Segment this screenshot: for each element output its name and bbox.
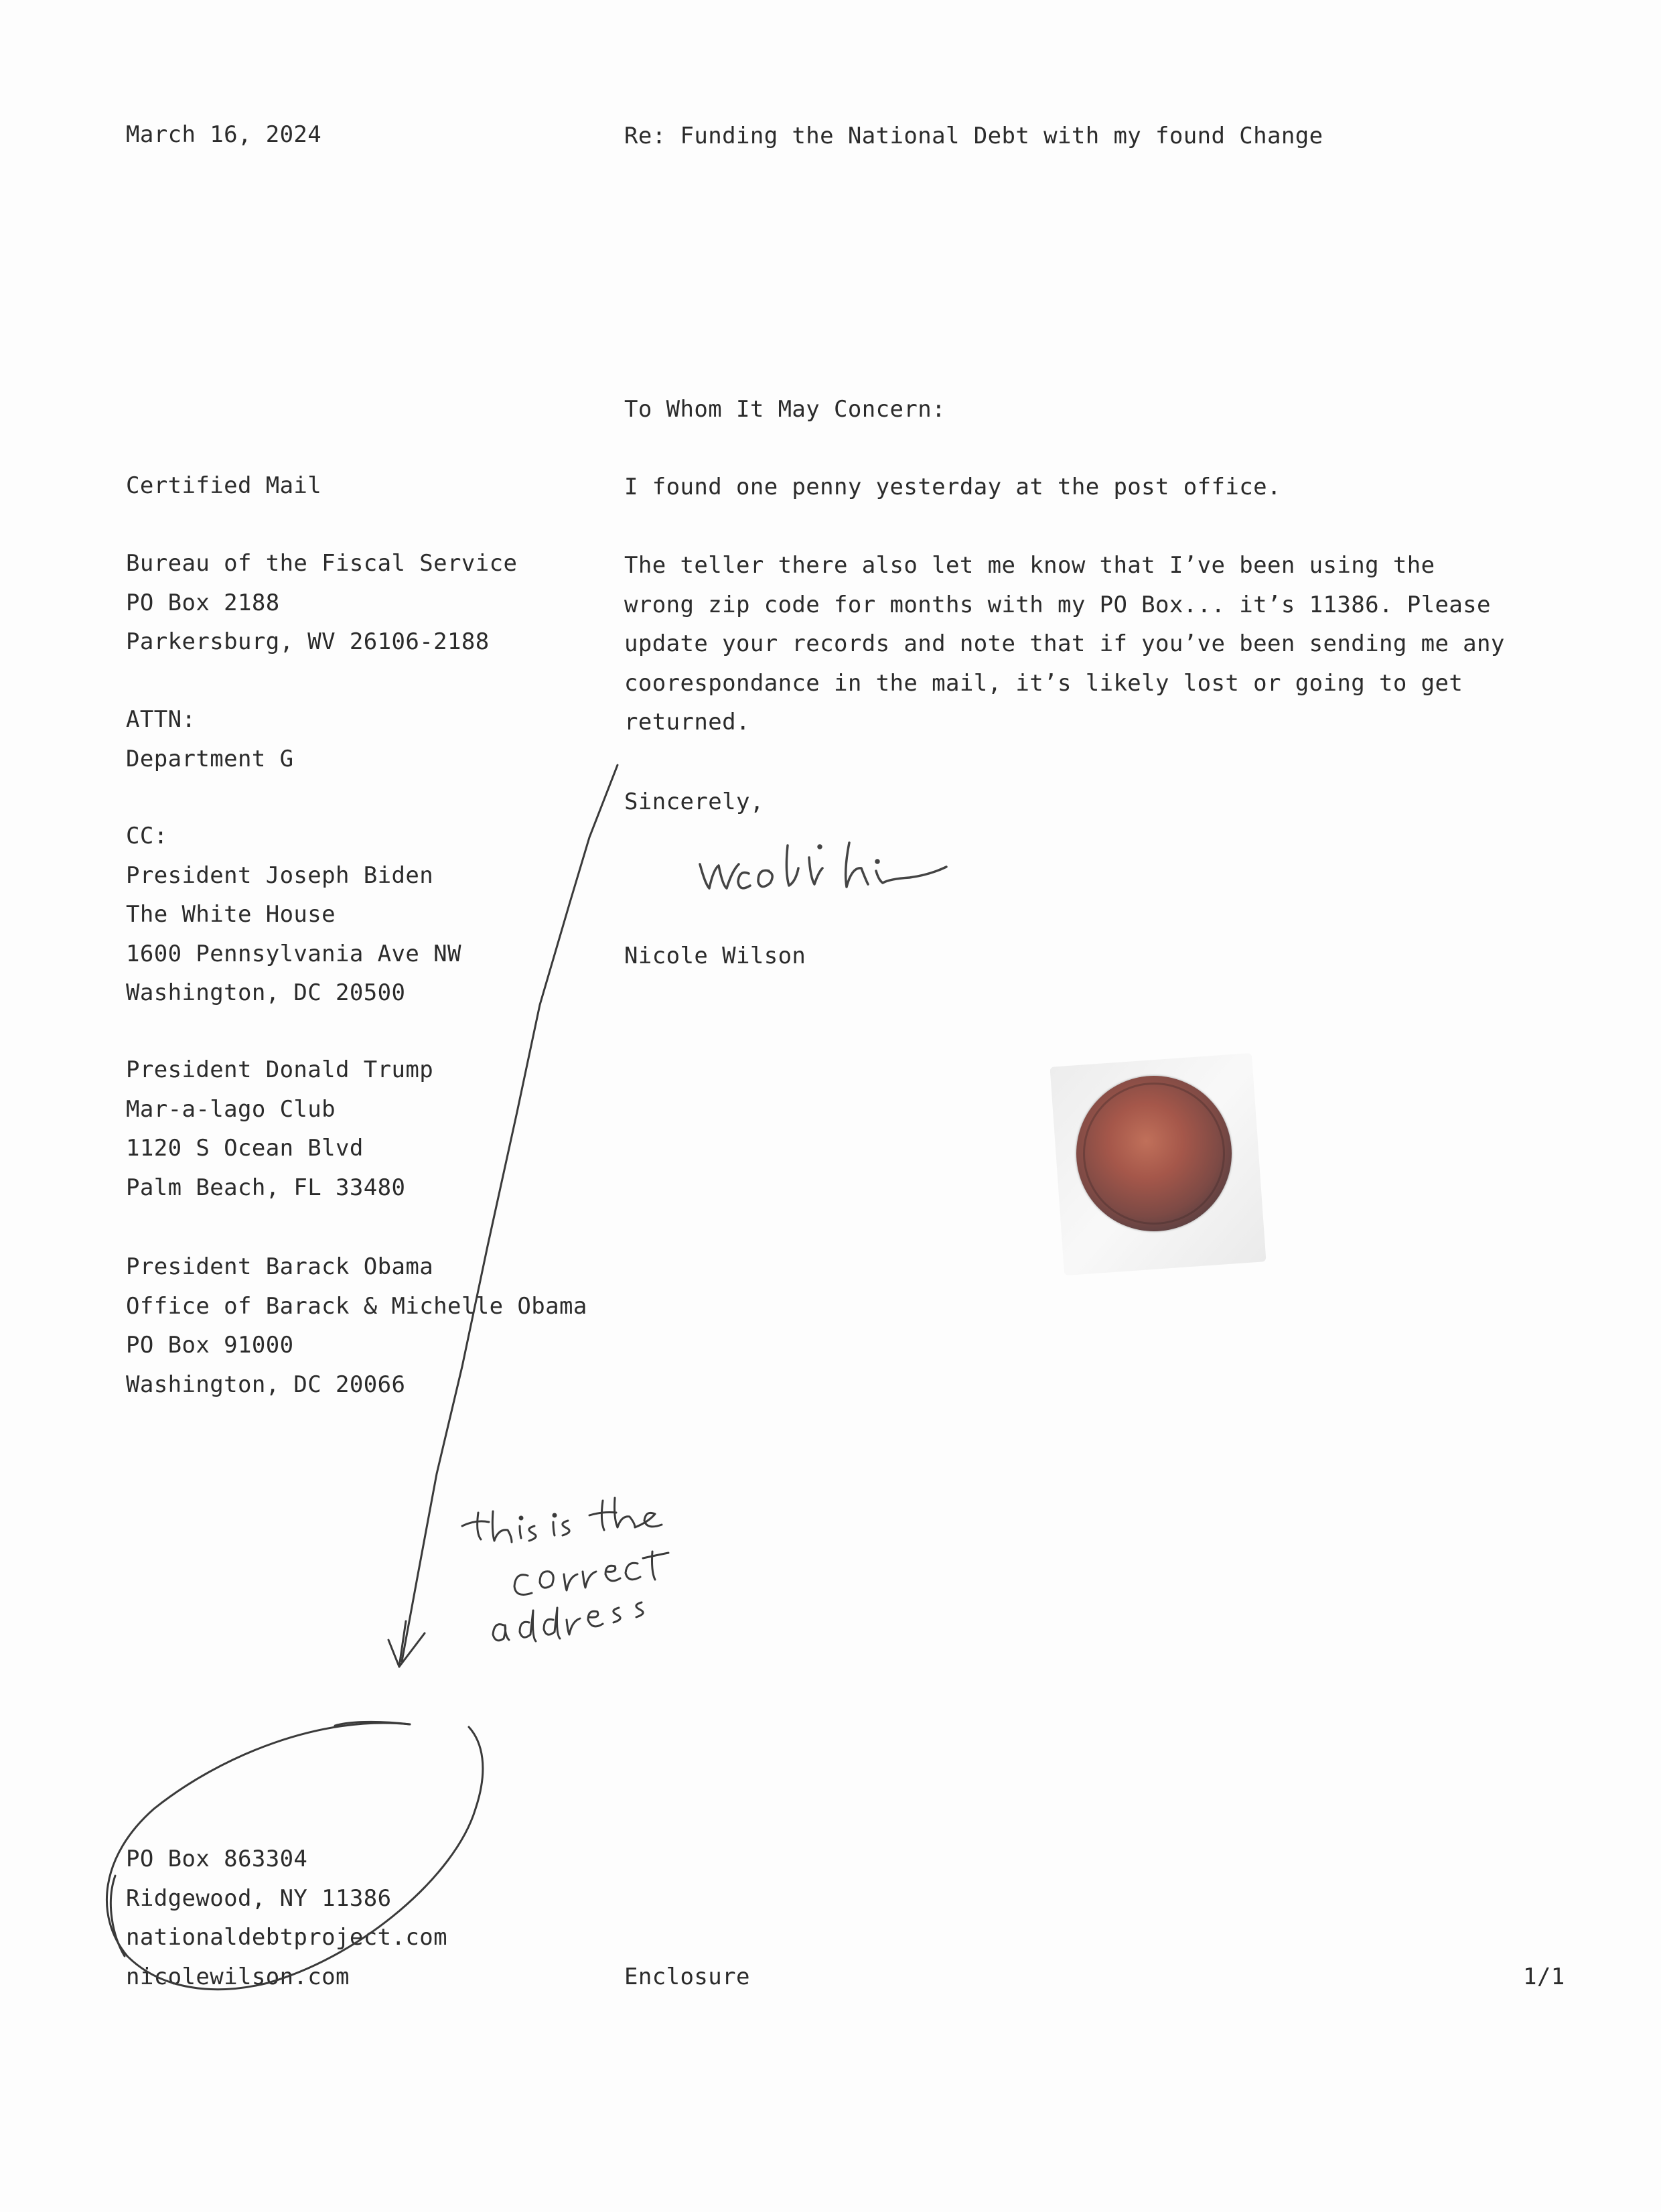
cc-obama (126, 1247, 587, 1404)
arrow-head-right (399, 1633, 425, 1667)
cc-line: 1600 Pennsylvania Ave NW (126, 940, 461, 967)
attn-department: Department G (126, 745, 294, 772)
attn-label: ATTN: (126, 706, 196, 733)
cc-biden (126, 817, 461, 1013)
body-paragraph-2 (624, 546, 1505, 742)
cc-line: The White House (126, 901, 336, 928)
penny-coin (1076, 1076, 1232, 1231)
handwritten-signature (700, 843, 946, 888)
body-line: coorespondance in the mail, it’s likely lost or going to get (624, 669, 1463, 697)
sender-line: Ridgewood, NY 11386 (126, 1884, 392, 1912)
cc-line: President Donald Trump (126, 1056, 434, 1083)
attention-block (126, 700, 293, 778)
sender-line: PO Box 863304 (126, 1846, 308, 1872)
cc-trump (126, 1050, 433, 1207)
cc-line: Washington, DC 20500 (126, 979, 406, 1006)
mail-type: Certified Mail (126, 472, 322, 499)
arrow-head-left (388, 1640, 399, 1667)
cc-line: PO Box 91000 (126, 1332, 294, 1359)
cc-line: President Barack Obama (126, 1253, 434, 1280)
salutation: To Whom It May Concern: (624, 396, 946, 423)
handwritten-annotation (462, 1498, 668, 1641)
cc-line: Office of Barack & Michelle Obama (126, 1292, 587, 1320)
cc-line: Mar-a-lago Club (126, 1095, 336, 1123)
sender-website: nationaldebtproject.com (126, 1924, 448, 1951)
page-number: 1/1 (1523, 1963, 1565, 1990)
cc-line: Washington, DC 20066 (126, 1371, 406, 1398)
letter-subject: Re: Funding the National Debt with my found Change (624, 123, 1323, 149)
recipient-line: PO Box 2188 (126, 589, 280, 616)
sender-address (126, 1840, 447, 1996)
body-line: update your records and note that if you’ve been sending me any (624, 630, 1505, 657)
recipient-address (126, 544, 517, 662)
penny-rim (1083, 1083, 1225, 1225)
body-line: The teller there also let me know that I’ve been using the (624, 552, 1435, 579)
enclosure-note: Enclosure (624, 1963, 750, 1990)
cc-line: President Joseph Biden (126, 861, 434, 889)
body-line: wrong zip code for months with my PO Box... it’s 11386. Please (624, 591, 1491, 618)
cc-header: CC: (126, 823, 168, 849)
letter-date: March 16, 2024 (126, 121, 322, 148)
cc-line: 1120 S Ocean Blvd (126, 1135, 364, 1162)
cc-line: Palm Beach, FL 33480 (126, 1174, 406, 1201)
arrow-head-stem (399, 1621, 406, 1667)
body-line: returned. (624, 709, 750, 736)
recipient-line: Bureau of the Fiscal Service (126, 550, 518, 577)
sender-website: nicolewilson.com (126, 1963, 350, 1990)
closing: Sincerely, (624, 788, 764, 815)
body-paragraph-1: I found one penny yesterday at the post office. (624, 474, 1281, 500)
signer-name: Nicole Wilson (624, 943, 806, 969)
recipient-line: Parkersburg, WV 26106-2188 (126, 628, 490, 655)
